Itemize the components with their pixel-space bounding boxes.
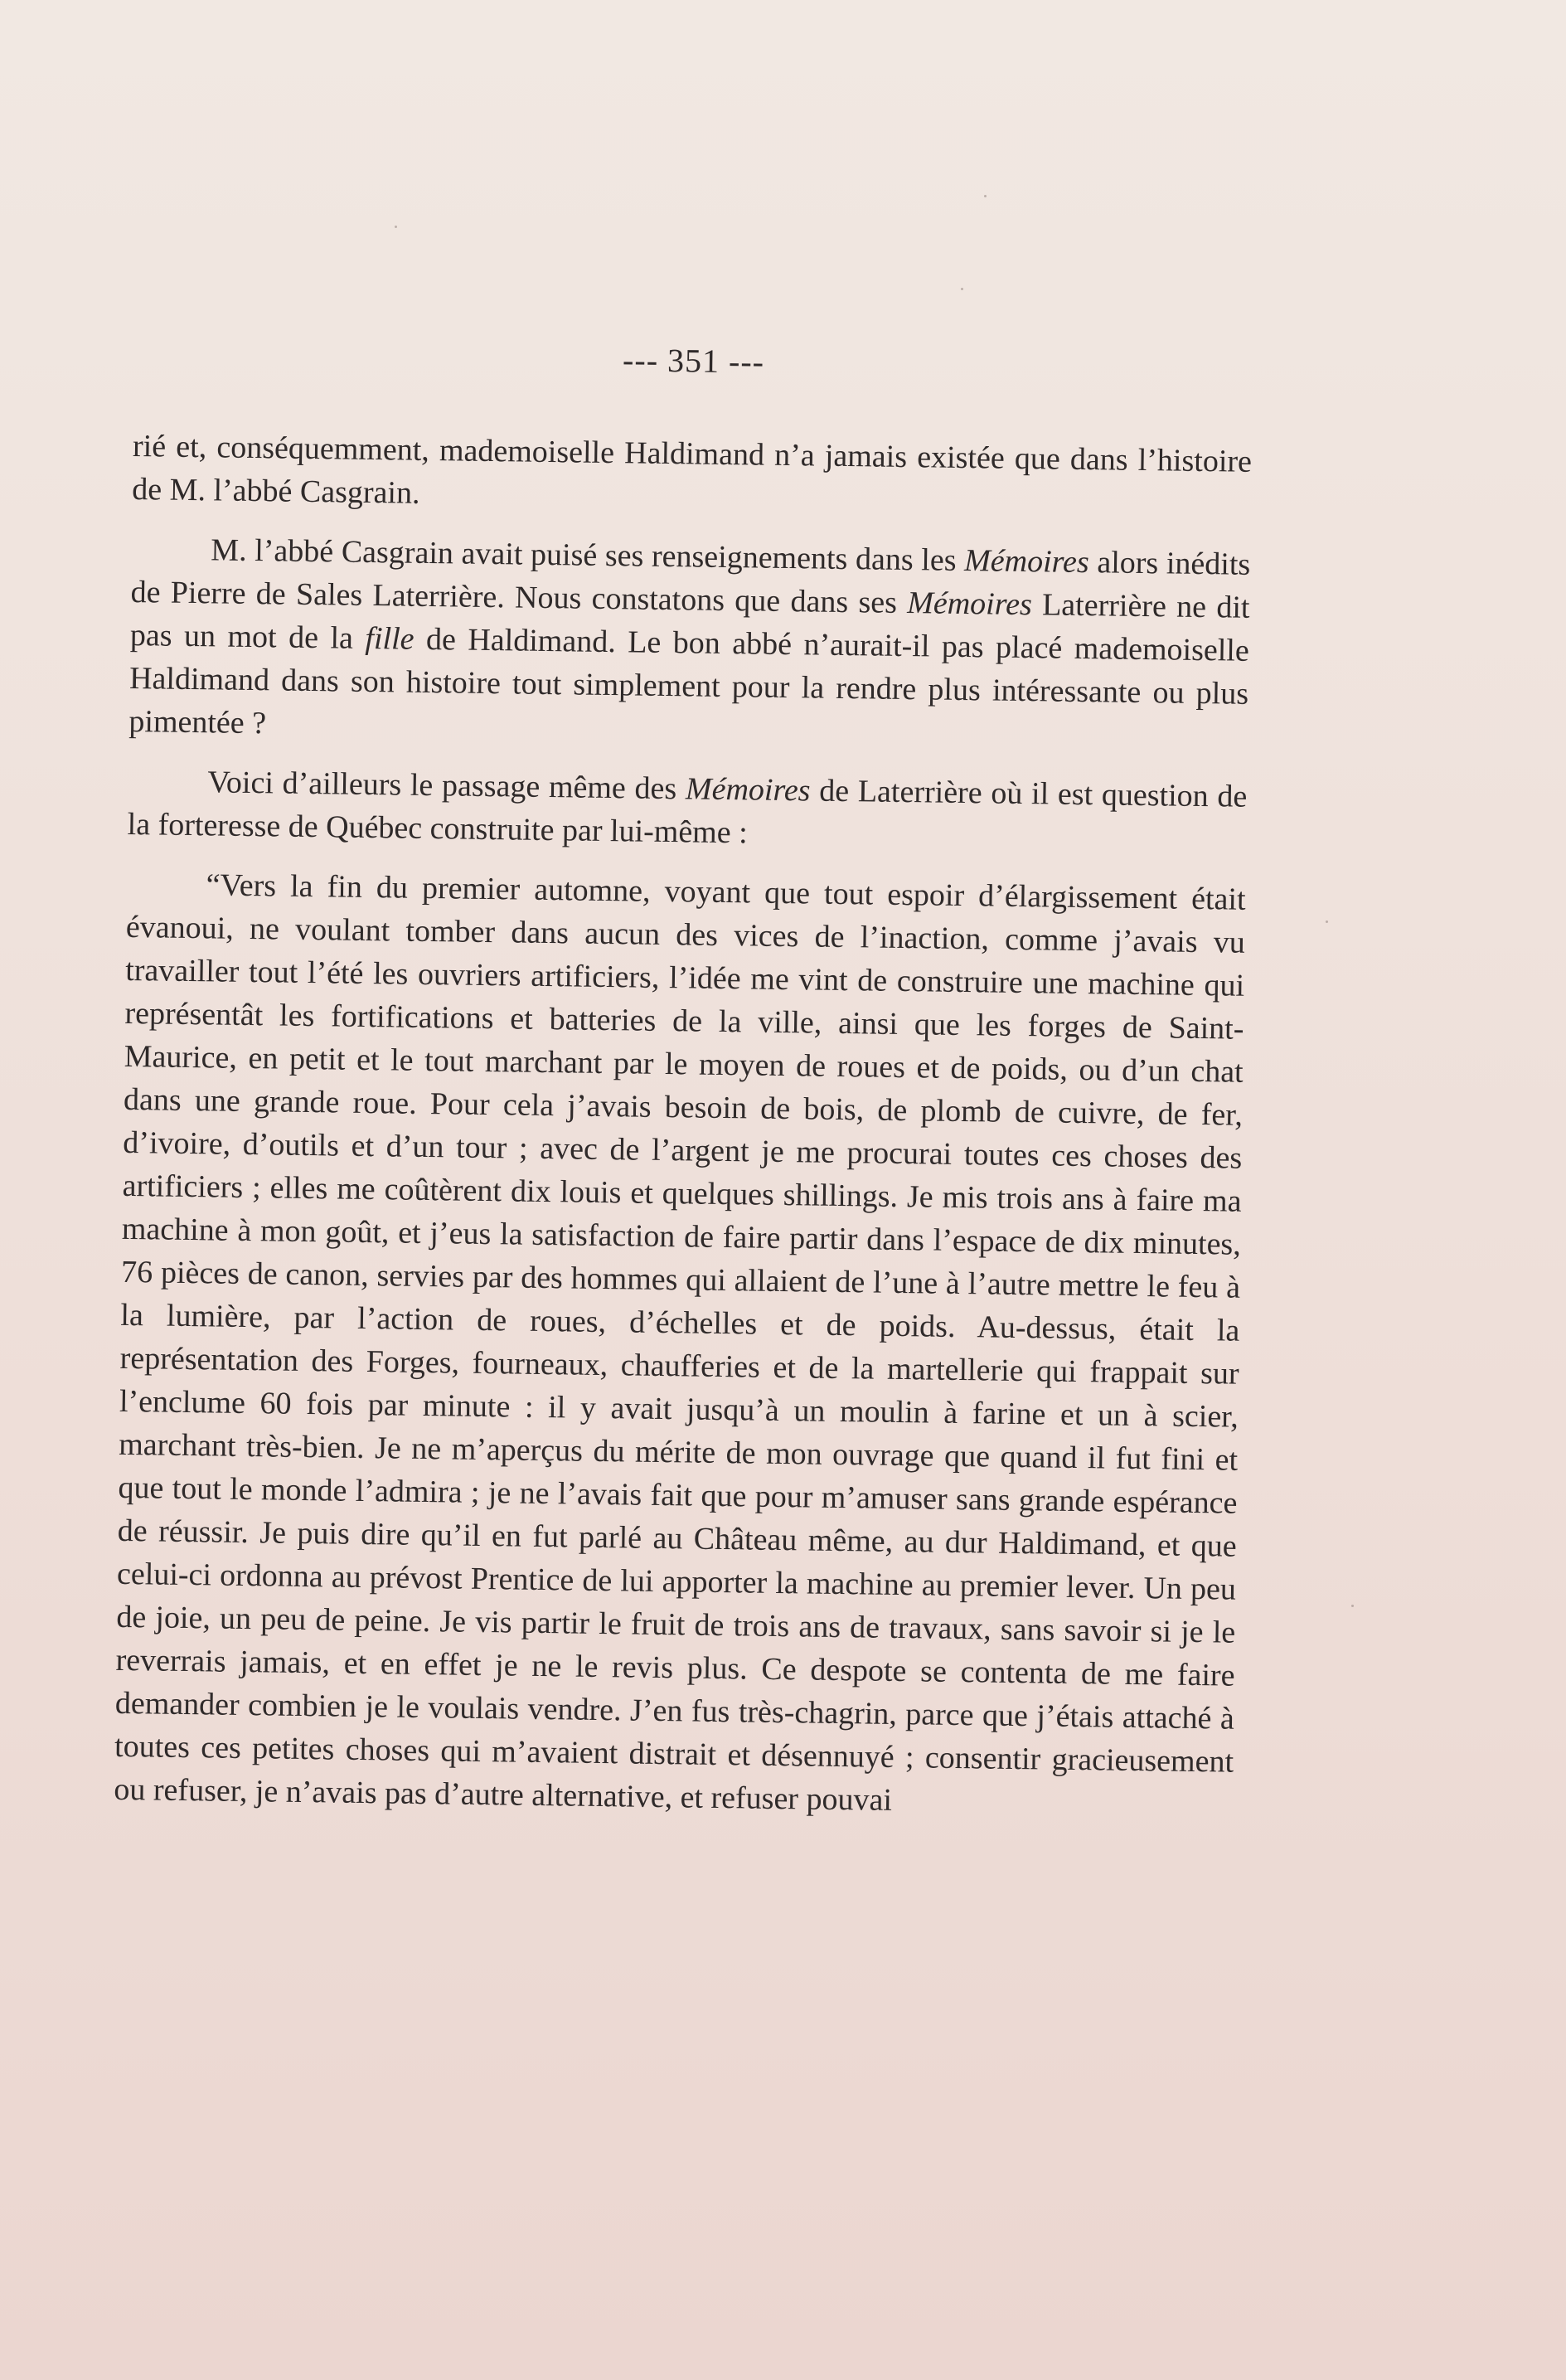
italic-word-fille: fille	[365, 620, 415, 657]
ink-speck	[984, 195, 987, 197]
ink-speck	[1326, 920, 1328, 923]
page-number: --- 351 ---	[622, 341, 765, 381]
italic-title-memoires: Mémoires	[963, 543, 1090, 580]
text-run: Laterrière ne dit pas un mot de la	[129, 587, 1250, 656]
italic-title-memoires: Mémoires	[906, 585, 1033, 623]
paragraph-continuation: rié et, conséquemment, mademoiselle Haldimand n’a jamais existée que dans l’histoire de M. l’abbé Casgrain.	[132, 428, 1253, 511]
ink-speck	[1351, 1605, 1354, 1607]
paragraph-casgrain-sources	[128, 527, 1250, 759]
text-run: de Haldimand. Le bon abbé n’aurait-il pas placé mademoiselle Haldimand dans son histoire tout simplement pour la rendre plus intéressante ou plus pimentée ?	[128, 621, 1250, 741]
italic-title-memoires: Mémoires	[685, 771, 811, 809]
text-run: M. l’abbé Casgrain avait puisé ses renseignements dans les	[211, 532, 965, 579]
text-run: de Laterrière où il est question de la forteresse de Québec construite par lui-même :	[127, 773, 1248, 851]
text-run: alors inédits de Pierre de Sales Laterrière. Nous constatons que dans ses	[130, 545, 1251, 621]
paragraph-passage-intro	[127, 760, 1247, 862]
text-run: Voici d’ailleurs le passage même des	[207, 765, 686, 807]
page-text-block	[114, 332, 1253, 1843]
ink-speck	[961, 288, 963, 290]
ink-speck	[395, 226, 397, 228]
paragraph-quotation: “Vers la fin du premier automne, voyant que tout espoir d’élargissement était évanoui, ne voulant tomber dans aucun des vices de l’inaction, comme j’avais vu travailler tout l’été les ouvriers artificiers, l’idée me vint de construire une machine qui représentât les fortifications et batteries de la ville, ainsi que les forges de Saint-Maurice, en petit et le tout marchant par le moyen de roues et de poids, ou d’un chat dans une grande roue. Pour cela j’avais besoin de bois, de plomb de cuivre, de fer, d’ivoire, d’outils et d’un tour ; avec de l’argent je me procurai toutes ces choses des artificiers ; elles me coûtèrent dix louis et quelques shillings. Je mis trois ans à faire ma machine à mon goût, et j’eus la satisfaction de faire partir dans l’espace de dix minutes, 76 pièces de canon, servies par des hommes qui allaient de l’une à l’autre mettre le feu à la lumière, par l’action de roues, d’échelles et de poids. Au-dessus, était la représentation des Forges, fourneaux, chaufferies et de la martellerie qui frappait sur l’enclume 60 fois par minute : il y avait jusqu’à un moulin à farine et un à scier, marchant très-bien. Je ne m’aperçus du mérite de mon ouvrage que quand il fut fini et que tout le monde l’admira ; je ne l’avais fait que pour m’amuser sans grande espérance de réussir. Je puis dire qu’il en fut parlé au Château même, au dur Haldimand, et que celui-ci ordonna au prévost Prentice de lui apporter la machine au premier lever. Un peu de joie, un peu de peine. Je vis partir le fruit de trois ans de travaux, sans savoir si je le reverrais jamais, et en effet je ne le revis plus. Ce despote se contenta de me faire demander combien je le voulais vendre. J’en fus très-chagrin, parce que j’étais attaché à toutes ces petites choses qui m’avaient distrait et désennuyé ; consentir gracieusement ou refuser, je n’avais pas d’autre alternative, et refuser pouvai	[114, 867, 1246, 1818]
